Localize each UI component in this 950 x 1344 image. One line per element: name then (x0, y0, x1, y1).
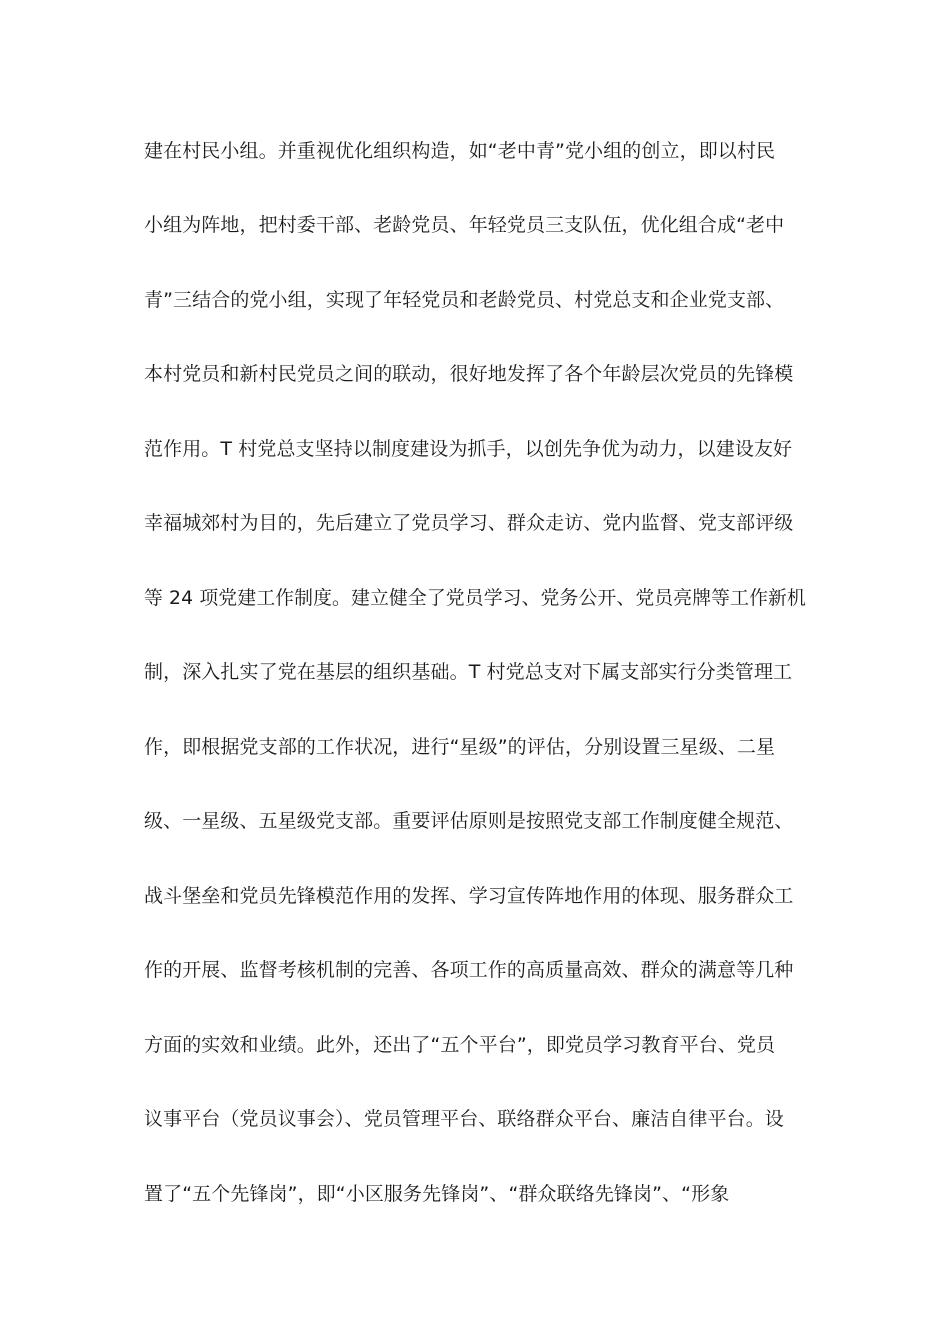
text-line-2: 小组为阵地，把村委干部、老龄党员、年轻党员三支队伍，优化组合成“老中 (144, 214, 785, 236)
text-line-10: 级、一星级、五星级党支部。重要评估原则是按照党支部工作制度健全规范、 (144, 810, 794, 832)
text-line-8: 制，深入扎实了党在基层的组织基础。T 村党总支对下属支部实行分类管理工 (144, 661, 793, 683)
text-line-13: 方面的实效和业绩。此外，还出了“五个平台”，即党员学习教育平台、党员 (144, 1034, 776, 1056)
text-line-7: 等 24 项党建工作制度。建立健全了党员学习、党务公开、党员亮牌等工作新机 (144, 587, 806, 609)
text-line-9: 作，即根据党支部的工作状况，进行“星级”的评估，分别设置三星级、二星 (144, 736, 776, 758)
text-line-3: 青”三结合的党小组，实现了年轻党员和老龄党员、村党总支和企业党支部、 (144, 289, 785, 311)
text-line-4: 本村党员和新村民党员之间的联动，很好地发挥了各个年龄层次党员的先锋模 (144, 363, 794, 385)
text-line-11: 战斗堡垒和党员先锋模范作用的发挥、学习宣传阵地作用的体现、服务群众工 (144, 885, 794, 907)
text-line-1: 建在村民小组。并重视优化组织构造，如“老中青”党小组的创立，即以村民 (144, 140, 776, 162)
text-line-6: 幸福城郊村为目的，先后建立了党员学习、群众走访、党内监督、党支部评级 (144, 512, 794, 534)
text-line-12: 作的开展、监督考核机制的完善、各项工作的高质量高效、群众的满意等几种 (144, 959, 794, 981)
text-line-14: 议事平台（党员议事会）、党员管理平台、联络群众平台、廉洁自律平台。设 (144, 1108, 784, 1130)
text-line-15: 置了“五个先锋岗”，即“小区服务先锋岗”、“群众联络先锋岗”、“形象 (144, 1183, 730, 1205)
text-line-5: 范作用。T 村党总支坚持以制度建设为抓手，以创先争优为动力，以建设友好 (144, 438, 793, 460)
